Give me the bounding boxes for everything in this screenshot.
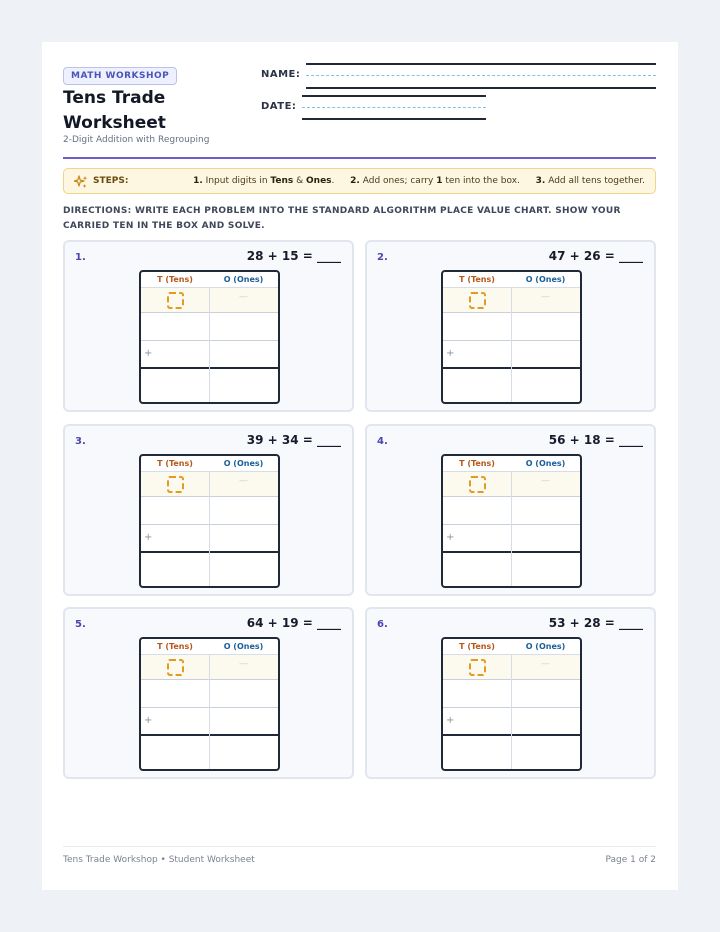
plus-sign: +	[446, 348, 455, 359]
sparkle-icon	[74, 175, 88, 189]
place-value-chart	[139, 270, 280, 404]
problem-card	[63, 424, 354, 596]
header-divider	[63, 157, 656, 159]
problem-card	[365, 424, 656, 596]
tens-column-header: T (Tens)	[157, 459, 193, 468]
worksheet-subtitle: 2-Digit Addition with Regrouping	[63, 135, 210, 145]
plus-sign: +	[144, 348, 153, 359]
column-divider	[511, 655, 512, 769]
ones-column-header: O (Ones)	[525, 459, 566, 468]
carry-box[interactable]	[167, 292, 184, 309]
place-value-chart	[139, 454, 280, 588]
problem-expression: 28 + 15 = ____	[246, 249, 341, 263]
problem-card	[365, 607, 656, 779]
steps-instructions	[193, 176, 645, 186]
carry-placeholder: —	[239, 659, 248, 669]
carry-placeholder: —	[239, 292, 248, 302]
footer-title: Tens Trade Workshop • Student Worksheet	[63, 855, 255, 865]
ones-column-header: O (Ones)	[525, 642, 566, 651]
step-2-number: 2.	[350, 176, 360, 186]
problem-card	[365, 240, 656, 412]
ones-column-header: O (Ones)	[525, 275, 566, 284]
carry-box[interactable]	[469, 292, 486, 309]
chart-header	[141, 639, 278, 655]
name-line-midline	[306, 75, 656, 76]
problem-number: 1.	[75, 252, 86, 263]
column-divider	[511, 288, 512, 402]
chart-header	[141, 272, 278, 288]
step-2-text-b: ten into the box.	[445, 176, 520, 186]
subject-badge: MATH WORKSHOP	[63, 67, 177, 85]
ones-column-header: O (Ones)	[223, 275, 264, 284]
place-value-chart	[139, 637, 280, 771]
name-label: NAME:	[261, 69, 301, 80]
directions-text: DIRECTIONS: WRITE EACH PROBLEM INTO THE STANDARD ALGORITHM PLACE VALUE CHART. SHOW YOUR CARRIED TEN IN THE BOX AND SOLVE.	[63, 206, 621, 231]
step-3-text: Add all tens together.	[548, 176, 645, 186]
chart-header	[443, 639, 580, 655]
problem-number: 6.	[377, 619, 388, 630]
carry-box[interactable]	[167, 659, 184, 676]
chart-header	[443, 456, 580, 472]
step-1-ones: Ones	[306, 176, 332, 186]
ones-column-header: O (Ones)	[223, 459, 264, 468]
worksheet-page	[42, 42, 678, 890]
date-line-top	[302, 95, 486, 97]
carry-box[interactable]	[469, 476, 486, 493]
carry-placeholder: —	[239, 476, 248, 486]
tens-column-header: T (Tens)	[459, 642, 495, 651]
problem-number: 3.	[75, 436, 86, 447]
tens-column-header: T (Tens)	[459, 459, 495, 468]
carry-placeholder: —	[541, 292, 550, 302]
problem-expression: 53 + 28 = ____	[548, 616, 643, 630]
worksheet-title: Tens Trade Worksheet	[63, 88, 166, 133]
step-1-amp: &	[296, 176, 304, 186]
problem-expression: 47 + 26 = ____	[548, 249, 643, 263]
ones-column-header: O (Ones)	[223, 642, 264, 651]
place-value-chart	[441, 637, 582, 771]
step-2-text-a: Add ones; carry	[362, 176, 434, 186]
date-label: DATE:	[261, 101, 297, 112]
place-value-chart	[441, 270, 582, 404]
plus-sign: +	[446, 532, 455, 543]
problem-number: 2.	[377, 252, 388, 263]
problem-card	[63, 607, 354, 779]
problem-number: 4.	[377, 436, 388, 447]
step-1-number: 1.	[193, 176, 203, 186]
tens-column-header: T (Tens)	[459, 275, 495, 284]
problem-expression: 56 + 18 = ____	[548, 433, 643, 447]
tens-column-header: T (Tens)	[157, 275, 193, 284]
column-divider	[209, 655, 210, 769]
chart-header	[141, 456, 278, 472]
problem-expression: 64 + 19 = ____	[246, 616, 341, 630]
plus-sign: +	[144, 715, 153, 726]
column-divider	[209, 472, 210, 586]
carry-placeholder: —	[541, 659, 550, 669]
steps-banner	[63, 168, 656, 194]
date-line-baseline[interactable]	[302, 118, 486, 120]
step-1-period: .	[331, 176, 335, 186]
chart-header	[443, 272, 580, 288]
place-value-chart	[441, 454, 582, 588]
name-line-baseline[interactable]	[306, 87, 656, 89]
plus-sign: +	[144, 532, 153, 543]
step-2-one: 1	[436, 176, 443, 186]
problem-number: 5.	[75, 619, 86, 630]
step-1-tens: Tens	[270, 176, 294, 186]
column-divider	[511, 472, 512, 586]
carry-box[interactable]	[469, 659, 486, 676]
steps-label: STEPS:	[93, 176, 129, 186]
tens-column-header: T (Tens)	[157, 642, 193, 651]
column-divider	[209, 288, 210, 402]
problem-card	[63, 240, 354, 412]
page-number: Page 1 of 2	[605, 855, 656, 865]
footer-divider	[63, 846, 656, 847]
date-line-midline	[302, 107, 486, 108]
carry-placeholder: —	[541, 476, 550, 486]
carry-box[interactable]	[167, 476, 184, 493]
step-3-number: 3.	[535, 176, 546, 186]
plus-sign: +	[446, 715, 455, 726]
problem-expression: 39 + 34 = ____	[246, 433, 341, 447]
step-1-text-a: Input digits in	[205, 176, 268, 186]
name-line-top	[306, 63, 656, 65]
